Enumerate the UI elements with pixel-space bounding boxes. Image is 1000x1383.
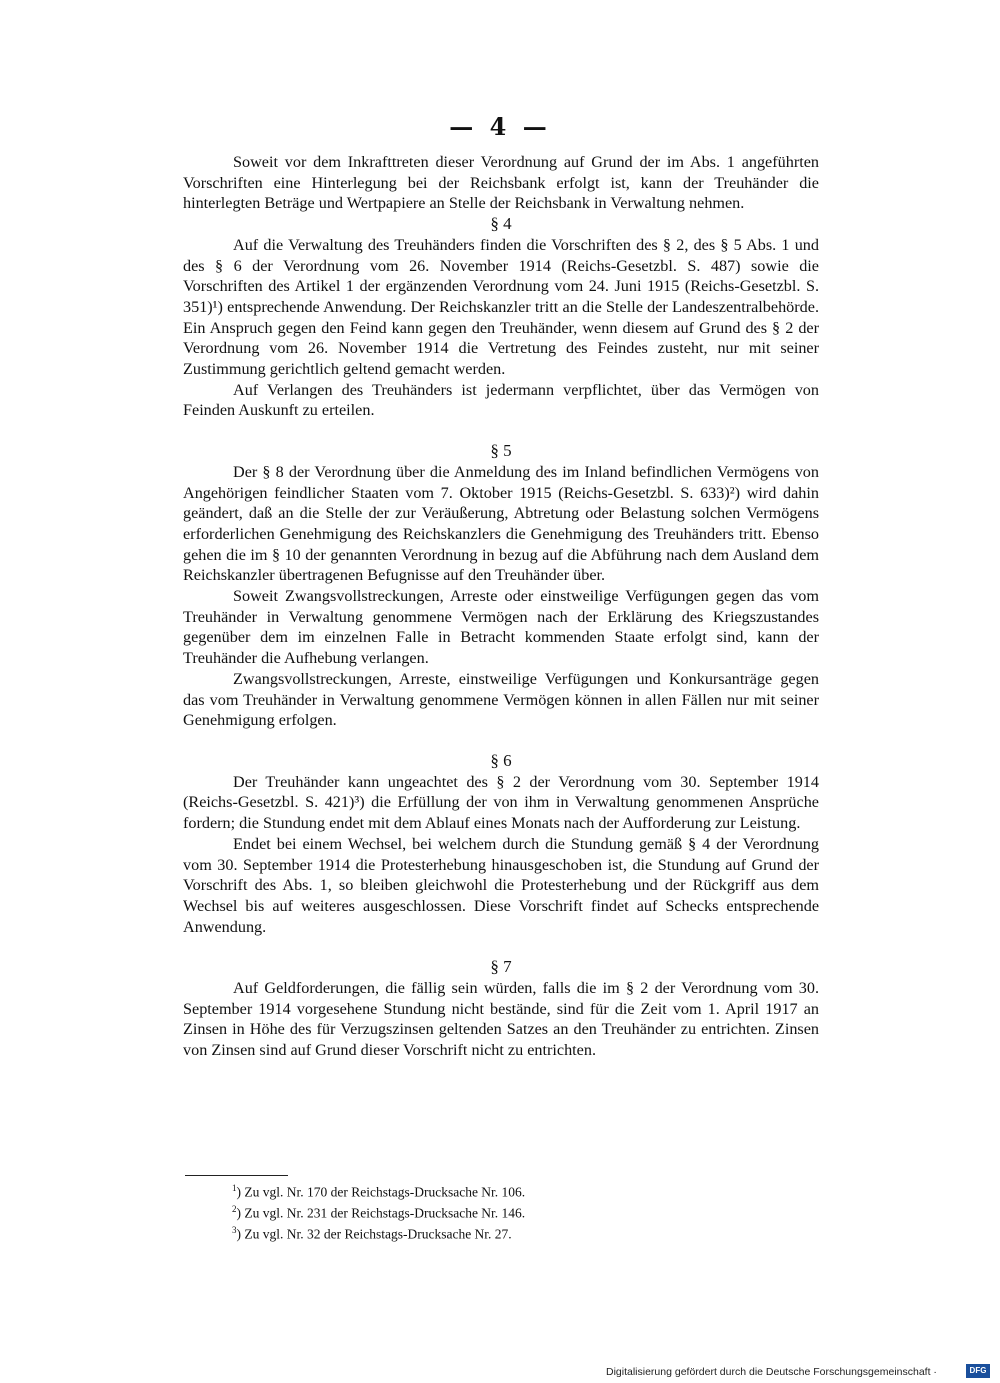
document-body [183,152,819,1061]
section-4-paragraph-1: Auf die Verwaltung des Treuhänders finden die Vorschriften des § 2, des § 5 Abs. 1 und des § 6 der Verordnung vom 26. November 1914 (Reichs-Gesetzbl. S. 487) sowie die Vorschriften des Artikel 1 der ergänzenden Verordnung vom 24. Juni 1915 (Reichs-Gesetzbl. S. 351)¹) entsprechende Anwendung. Der Reichskanzler tritt an die Stelle der Landeszentralbehörde. Ein Anspruch gegen den Feind kann gegen den Treuhänder, wenn diesem auf Grund des § 2 der Verordnung vom 26. November 1914 die Vertretung des Feindes zusteht, nur mit seiner Zustimmung gerichtlich geltend gemacht werden. [183,235,819,379]
footnote-2 [232,1201,732,1222]
dfg-logo-icon: DFG [966,1364,990,1378]
footnote-divider [185,1175,288,1176]
footnote-1 [232,1180,732,1201]
section-6-paragraph-2: Endet bei einem Wechsel, bei welchem durch die Stundung gemäß § 4 der Verordnung vom 30. September 1914 die Protesterhebung hinausgeschoben ist, die Stundung auf Grund der Vorschrift des Abs. 1, so bleiben gleichwohl die Protesterhebung und der Rückgriff aus dem Wechsel bis auf weiteres ausgeschlossen. Diese Vorschrift findet auf Schecks entsprechende Anwendung. [183,834,819,936]
footnote-text: ) Zu vgl. Nr. 231 der Reichstags-Drucksache Nr. 146. [236,1205,526,1221]
footnote-mark: 1 [232,1183,237,1193]
section-heading-7: § 7 [490,957,512,977]
section-7-paragraph-1: Auf Geldforderungen, die fällig sein würden, falls die im § 2 der Verordnung vom 30. September 1914 vorgesehene Stundung nicht bestände, sind für die Zeit vom 1. April 1917 an Zinsen in Höhe des für Verzugszinsen geltenden Satzes an den Treuhänder zu entrichten. Zinsen von Zinsen sind auf Grund dieser Vorschrift nicht zu entrichten. [183,979,819,1060]
paragraph-intro: Soweit vor dem Inkrafttreten dieser Verordnung auf Grund der im Abs. 1 angeführten Vorschriften eine Hinterlegung bei der Reichsbank erfolgt ist, kann der Treuhänder die hinterlegten Beträge und Wertpapiere an Stelle der Reichsbank in Verwaltung nehmen. [183,153,819,213]
section-5-paragraph-1: Der § 8 der Verordnung über die Anmeldung des im Inland befindlichen Vermögens von Angehörigen feindlicher Staaten vom 7. Oktober 1915 (Reichs-Gesetzbl. S. 633)²) wird dahin geändert, daß an die Stelle der zur Veräußerung, Abtretung oder Belastung solchen Vermögens erforderlichen Genehmigung des Reichskanzlers die Genehmigung des Treuhänders tritt. Ebenso gehen die im § 10 der genannten Verordnung in bezug auf die Abführung nach dem Ausland dem Reichskanzler übertragenen Befugnisse auf den Treuhänder über. [183,462,819,585]
footnote-text: ) Zu vgl. Nr. 32 der Reichstags-Drucksache Nr. 27. [236,1226,512,1242]
page-number: — 4 — [449,112,551,141]
section-heading-6: § 6 [490,750,512,770]
footnote-mark: 2 [232,1204,237,1214]
section-6-paragraph-1: Der Treuhänder kann ungeachtet des § 2 der Verordnung vom 30. September 1914 (Reichs-Gesetzbl. S. 421)³) die Erfüllung der von ihm in Verwaltung genommenen Ansprüche fordern; die Stundung endet mit dem Ablauf eines Monats nach der Aufforderung zur Leistung. [183,772,819,833]
section-4-paragraph-2: Auf Verlangen des Treuhänders ist jedermann verpflichtet, über das Vermögen von Feinden Auskunft zu erteilen. [183,380,819,420]
footnote-mark: 3 [232,1225,237,1235]
footnotes [232,1180,732,1243]
section-5-paragraph-2: Soweit Zwangsvollstreckungen, Arreste oder einstweilige Verfügungen gegen das vom Treuhänder in Verwaltung genommene Vermögen nach der Erklärung des Kriegszustandes gegenüber dem im einzelnen Falle in Betracht kommenden Staate erfolgt sind, kann der Treuhänder die Aufhebung verlangen. [183,587,819,668]
section-heading-5: § 5 [490,441,512,461]
digitization-credit: Digitalisierung gefördert durch die Deutsche Forschungsgemeinschaft · [606,1366,937,1378]
footnote-text: ) Zu vgl. Nr. 170 der Reichstags-Drucksache Nr. 106. [236,1184,526,1200]
section-heading-4: § 4 [490,214,512,234]
footnote-3 [232,1222,732,1243]
section-5-paragraph-3: Zwangsvollstreckungen, Arreste, einstweilige Verfügungen und Konkursanträge gegen das vom Treuhänder in Verwaltung genommene Vermögen können in allen Fällen nur mit seiner Genehmigung erfolgen. [183,669,819,730]
